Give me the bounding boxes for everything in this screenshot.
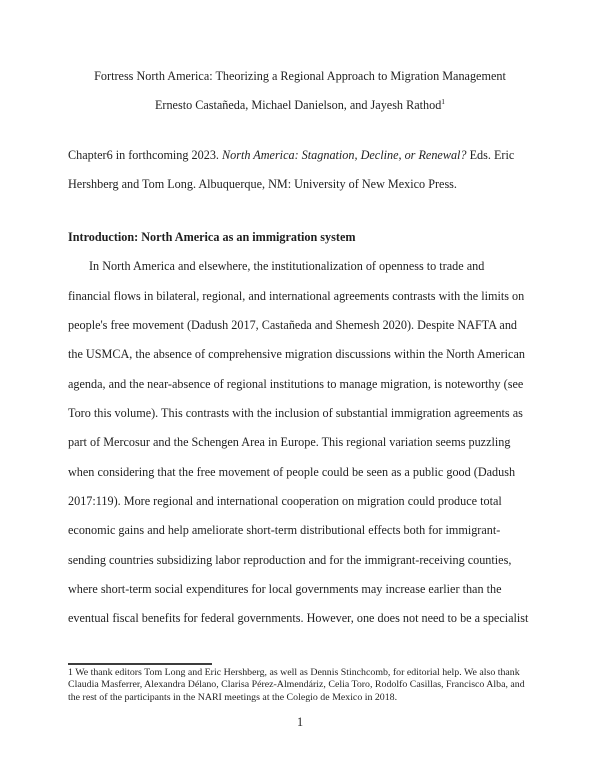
authors-line: [68, 91, 532, 120]
body-text-line: Toro this volume). This contrasts with the inclusion of substantial immigration agreements as: [68, 405, 523, 420]
main-text-block: [68, 223, 548, 634]
body-paragraph: [68, 252, 548, 633]
body-text-line: eventual fiscal benefits for federal governments. However, one does not need to be a specialist: [68, 611, 529, 626]
body-text-line: 2017:119). More regional and international cooperation on migration could produce total: [68, 493, 502, 508]
body-text-line: part of Mercosur and the Schengen Area in Europe. This regional variation seems puzzling: [68, 435, 511, 450]
footnote-separator-rule: [68, 663, 212, 665]
footnote-line: 1 We thank editors Tom Long and Eric Hershberg, as well as Dennis Stinchcomb, for editorial help. We also thank: [68, 667, 520, 678]
footnote-reference-marker: 1: [441, 97, 446, 107]
body-text-line: people's free movement (Dadush 2017, Castañeda and Shemesh 2020). Despite NAFTA and: [68, 317, 518, 332]
body-text-line: where short-term social expenditures for local governments may increase earlier than the: [68, 581, 502, 596]
body-text-line: agenda, and the near-absence of regional institutions to manage migration, is noteworthy (see: [68, 376, 524, 391]
citation-book-title: North America: Stagnation, Decline, or Renewal?: [222, 148, 467, 162]
body-text-line: economic gains and help ameliorate short-term distributional effects both for immigrant-: [68, 523, 501, 538]
body-text-line: when considering that the free movement of people could be seen as a public good (Dadush: [68, 464, 516, 479]
title-block: [68, 62, 532, 121]
page-number: 1: [296, 715, 304, 729]
citation-line-1: [68, 141, 548, 170]
authors-text: Ernesto Castañeda, Michael Danielson, and Jayesh Rathod: [154, 98, 442, 113]
footnote-line: the rest of the participants in the NARI meetings at the Colegio de Mexico in 2018.: [68, 691, 398, 703]
section-heading: Introduction: North America as an immigration system: [68, 230, 356, 244]
body-text-line: sending countries subsidizing labor reproduction and for the immigrant-receiving counties,: [68, 552, 512, 567]
chapter-title: Fortress North America: Theorizing a Regional Approach to Migration Management: [94, 69, 506, 83]
citation-text-pre: Chapter6 in forthcoming 2023.: [68, 148, 223, 162]
citation-block: [68, 141, 548, 200]
citation-line-2: Hershberg and Tom Long. Albuquerque, NM: University of New Mexico Press.: [68, 177, 457, 192]
footnote: [68, 667, 548, 704]
body-text-line: financial flows in bilateral, regional, and international agreements contrasts with the limits on: [68, 288, 525, 303]
body-text-line: the USMCA, the absence of comprehensive migration discussions within the North American: [68, 347, 525, 362]
footnote-line: Claudia Masferrer, Alexandra Délano, Clarisa Pérez-Almendáriz, Celia Toro, Rodolfo Casillas, Francisco Alba, and: [68, 679, 525, 691]
citation-text-post: Eds. Eric: [466, 148, 515, 162]
body-text-line: In North America and elsewhere, the institutionalization of openness to trade and: [89, 259, 485, 274]
